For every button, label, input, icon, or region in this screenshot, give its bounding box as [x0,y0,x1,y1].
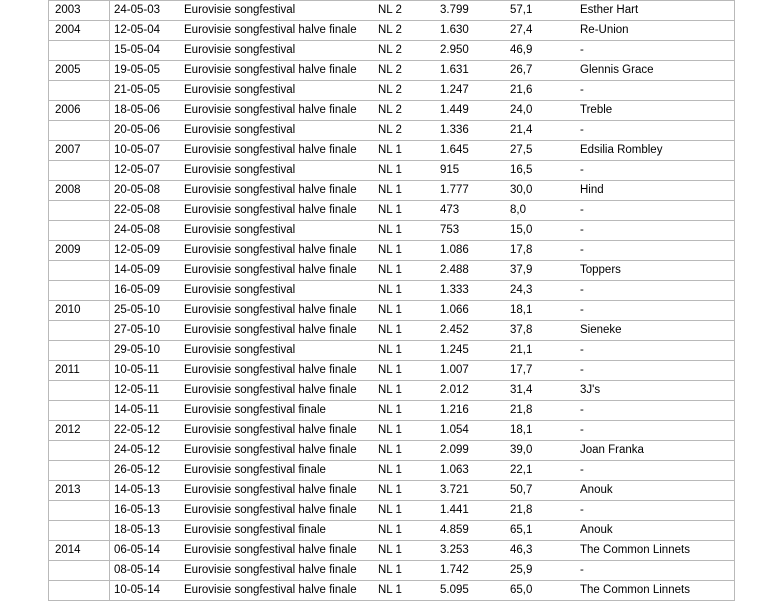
cell-share: 21,4 [506,121,576,141]
cell-programme: Eurovisie songfestival halve finale [180,481,374,501]
cell-programme: Eurovisie songfestival finale [180,401,374,421]
cell-programme: Eurovisie songfestival halve finale [180,421,374,441]
table-row [49,401,735,421]
cell-date: 22-05-08 [110,201,181,221]
cell-viewers: 3.721 [436,481,506,501]
cell-programme: Eurovisie songfestival [180,161,374,181]
cell-date: 14-05-13 [110,481,181,501]
cell-programme: Eurovisie songfestival finale [180,461,374,481]
cell-date: 12-05-07 [110,161,181,181]
cell-programme: Eurovisie songfestival halve finale [180,561,374,581]
table-row [49,441,735,461]
cell-programme: Eurovisie songfestival halve finale [180,101,374,121]
cell-share: 17,8 [506,241,576,261]
cell-channel: NL 1 [374,321,436,341]
table-row [49,121,735,141]
cell-year: 2004 [49,21,110,41]
table-row [49,61,735,81]
cell-artist: Toppers [576,261,735,281]
cell-channel: NL 1 [374,521,436,541]
cell-channel: NL 1 [374,181,436,201]
cell-artist: Hind [576,181,735,201]
cell-programme: Eurovisie songfestival [180,221,374,241]
table-row [49,281,735,301]
cell-date: 20-05-06 [110,121,181,141]
table-row [49,201,735,221]
cell-share: 18,1 [506,301,576,321]
cell-date: 26-05-12 [110,461,181,481]
cell-share: 46,9 [506,41,576,61]
cell-share: 21,8 [506,501,576,521]
cell-artist: 3J's [576,381,735,401]
cell-programme: Eurovisie songfestival [180,121,374,141]
cell-viewers: 1.216 [436,401,506,421]
cell-programme: Eurovisie songfestival halve finale [180,501,374,521]
cell-channel: NL 2 [374,21,436,41]
cell-share: 30,0 [506,181,576,201]
cell-year: 2014 [49,541,110,561]
cell-channel: NL 2 [374,101,436,121]
cell-date: 12-05-04 [110,21,181,41]
cell-programme: Eurovisie songfestival [180,281,374,301]
cell-date: 18-05-06 [110,101,181,121]
table-row [49,421,735,441]
cell-programme: Eurovisie songfestival halve finale [180,441,374,461]
cell-viewers: 5.095 [436,581,506,601]
cell-date: 08-05-14 [110,561,181,581]
cell-date: 10-05-14 [110,581,181,601]
cell-date: 16-05-13 [110,501,181,521]
cell-programme: Eurovisie songfestival halve finale [180,181,374,201]
cell-artist: - [576,221,735,241]
cell-artist: - [576,461,735,481]
cell-year: 2005 [49,61,110,81]
cell-date: 12-05-11 [110,381,181,401]
cell-viewers: 1.645 [436,141,506,161]
cell-channel: NL 1 [374,401,436,421]
cell-share: 18,1 [506,421,576,441]
cell-viewers: 915 [436,161,506,181]
cell-artist: - [576,241,735,261]
cell-year: 2007 [49,141,110,161]
cell-artist: - [576,41,735,61]
cell-artist: The Common Linnets [576,581,735,601]
cell-share: 57,1 [506,1,576,21]
cell-artist: Joan Franka [576,441,735,461]
cell-share: 21,6 [506,81,576,101]
cell-year [49,381,110,401]
cell-viewers: 2.099 [436,441,506,461]
cell-artist: - [576,361,735,381]
cell-artist: - [576,301,735,321]
table-row [49,261,735,281]
cell-year [49,261,110,281]
cell-viewers: 1.631 [436,61,506,81]
cell-date: 06-05-14 [110,541,181,561]
cell-programme: Eurovisie songfestival halve finale [180,541,374,561]
cell-date: 27-05-10 [110,321,181,341]
eurovision-ratings-table [48,0,735,601]
cell-date: 21-05-05 [110,81,181,101]
cell-viewers: 1.449 [436,101,506,121]
cell-viewers: 1.245 [436,341,506,361]
cell-channel: NL 1 [374,221,436,241]
cell-share: 27,5 [506,141,576,161]
cell-channel: NL 1 [374,361,436,381]
cell-year [49,561,110,581]
cell-year: 2009 [49,241,110,261]
cell-year [49,321,110,341]
cell-viewers: 1.054 [436,421,506,441]
table-row [49,461,735,481]
cell-share: 65,1 [506,521,576,541]
cell-artist: Anouk [576,481,735,501]
cell-artist: Anouk [576,521,735,541]
cell-programme: Eurovisie songfestival [180,41,374,61]
cell-year [49,161,110,181]
cell-channel: NL 1 [374,161,436,181]
table-row [49,561,735,581]
cell-year [49,441,110,461]
cell-viewers: 1.007 [436,361,506,381]
cell-channel: NL 1 [374,301,436,321]
cell-share: 8,0 [506,201,576,221]
cell-date: 24-05-12 [110,441,181,461]
table-row [49,161,735,181]
cell-viewers: 2.012 [436,381,506,401]
cell-year [49,81,110,101]
cell-channel: NL 2 [374,41,436,61]
cell-year [49,41,110,61]
cell-artist: - [576,561,735,581]
cell-artist: Glennis Grace [576,61,735,81]
cell-date: 20-05-08 [110,181,181,201]
table-row [49,41,735,61]
cell-share: 24,3 [506,281,576,301]
table-row [49,241,735,261]
cell-date: 16-05-09 [110,281,181,301]
cell-year: 2003 [49,1,110,21]
cell-artist: - [576,121,735,141]
cell-artist: Treble [576,101,735,121]
cell-date: 25-05-10 [110,301,181,321]
cell-viewers: 1.333 [436,281,506,301]
cell-programme: Eurovisie songfestival halve finale [180,201,374,221]
cell-year: 2006 [49,101,110,121]
cell-year: 2013 [49,481,110,501]
cell-programme: Eurovisie songfestival halve finale [180,61,374,81]
cell-year [49,201,110,221]
cell-share: 21,8 [506,401,576,421]
cell-share: 22,1 [506,461,576,481]
table-body [49,1,735,601]
cell-channel: NL 2 [374,81,436,101]
cell-channel: NL 1 [374,481,436,501]
cell-viewers: 1.336 [436,121,506,141]
cell-channel: NL 1 [374,581,436,601]
cell-artist: Edsilia Rombley [576,141,735,161]
table-row [49,521,735,541]
cell-programme: Eurovisie songfestival [180,81,374,101]
cell-viewers: 1.630 [436,21,506,41]
cell-viewers: 4.859 [436,521,506,541]
cell-date: 24-05-03 [110,1,181,21]
cell-share: 27,4 [506,21,576,41]
cell-share: 37,9 [506,261,576,281]
cell-viewers: 1.777 [436,181,506,201]
cell-share: 16,5 [506,161,576,181]
cell-year [49,581,110,601]
cell-share: 31,4 [506,381,576,401]
table-row [49,361,735,381]
cell-year [49,461,110,481]
cell-programme: Eurovisie songfestival [180,1,374,21]
cell-year: 2010 [49,301,110,321]
table-row [49,1,735,21]
cell-date: 10-05-11 [110,361,181,381]
cell-date: 24-05-08 [110,221,181,241]
table-row [49,541,735,561]
cell-year [49,401,110,421]
cell-viewers: 753 [436,221,506,241]
cell-channel: NL 1 [374,261,436,281]
cell-year: 2012 [49,421,110,441]
cell-share: 37,8 [506,321,576,341]
cell-channel: NL 2 [374,121,436,141]
cell-programme: Eurovisie songfestival [180,341,374,361]
table-row [49,501,735,521]
cell-year [49,281,110,301]
cell-artist: Re-Union [576,21,735,41]
cell-artist: Esther Hart [576,1,735,21]
cell-viewers: 3.799 [436,1,506,21]
cell-channel: NL 1 [374,461,436,481]
cell-channel: NL 1 [374,281,436,301]
cell-date: 18-05-13 [110,521,181,541]
cell-year [49,221,110,241]
table-row [49,581,735,601]
cell-programme: Eurovisie songfestival halve finale [180,261,374,281]
cell-channel: NL 1 [374,201,436,221]
cell-programme: Eurovisie songfestival halve finale [180,581,374,601]
cell-share: 26,7 [506,61,576,81]
cell-artist: The Common Linnets [576,541,735,561]
cell-programme: Eurovisie songfestival halve finale [180,321,374,341]
cell-share: 46,3 [506,541,576,561]
table-row [49,321,735,341]
cell-date: 29-05-10 [110,341,181,361]
cell-artist: Sieneke [576,321,735,341]
cell-channel: NL 1 [374,241,436,261]
cell-viewers: 2.950 [436,41,506,61]
cell-viewers: 1.441 [436,501,506,521]
table-row [49,101,735,121]
cell-programme: Eurovisie songfestival halve finale [180,381,374,401]
cell-share: 21,1 [506,341,576,361]
cell-viewers: 1.066 [436,301,506,321]
cell-channel: NL 2 [374,61,436,81]
cell-viewers: 1.063 [436,461,506,481]
cell-viewers: 2.452 [436,321,506,341]
cell-channel: NL 1 [374,541,436,561]
cell-date: 19-05-05 [110,61,181,81]
cell-artist: - [576,421,735,441]
cell-date: 22-05-12 [110,421,181,441]
cell-year: 2008 [49,181,110,201]
cell-programme: Eurovisie songfestival finale [180,521,374,541]
cell-artist: - [576,81,735,101]
cell-channel: NL 1 [374,561,436,581]
cell-artist: - [576,401,735,421]
cell-channel: NL 1 [374,421,436,441]
cell-date: 15-05-04 [110,41,181,61]
cell-date: 12-05-09 [110,241,181,261]
cell-year [49,121,110,141]
table-row [49,381,735,401]
cell-viewers: 2.488 [436,261,506,281]
cell-channel: NL 1 [374,381,436,401]
cell-share: 39,0 [506,441,576,461]
cell-viewers: 1.086 [436,241,506,261]
cell-year [49,341,110,361]
cell-artist: - [576,281,735,301]
eurovision-ratings-table-container [48,0,724,601]
cell-share: 25,9 [506,561,576,581]
cell-channel: NL 1 [374,501,436,521]
cell-date: 14-05-09 [110,261,181,281]
cell-programme: Eurovisie songfestival halve finale [180,361,374,381]
cell-channel: NL 2 [374,1,436,21]
cell-artist: - [576,161,735,181]
cell-share: 65,0 [506,581,576,601]
cell-artist: - [576,201,735,221]
table-row [49,81,735,101]
table-row [49,481,735,501]
cell-year: 2011 [49,361,110,381]
table-row [49,341,735,361]
table-row [49,221,735,241]
table-row [49,21,735,41]
cell-share: 15,0 [506,221,576,241]
cell-date: 14-05-11 [110,401,181,421]
cell-artist: - [576,501,735,521]
cell-channel: NL 1 [374,141,436,161]
cell-date: 10-05-07 [110,141,181,161]
table-row [49,301,735,321]
table-row [49,141,735,161]
cell-programme: Eurovisie songfestival halve finale [180,21,374,41]
cell-programme: Eurovisie songfestival halve finale [180,141,374,161]
table-row [49,181,735,201]
cell-year [49,521,110,541]
cell-viewers: 3.253 [436,541,506,561]
cell-artist: - [576,341,735,361]
cell-channel: NL 1 [374,441,436,461]
cell-year [49,501,110,521]
cell-viewers: 1.742 [436,561,506,581]
cell-share: 50,7 [506,481,576,501]
cell-programme: Eurovisie songfestival halve finale [180,241,374,261]
cell-programme: Eurovisie songfestival halve finale [180,301,374,321]
cell-share: 17,7 [506,361,576,381]
cell-share: 24,0 [506,101,576,121]
cell-channel: NL 1 [374,341,436,361]
cell-viewers: 1.247 [436,81,506,101]
cell-viewers: 473 [436,201,506,221]
